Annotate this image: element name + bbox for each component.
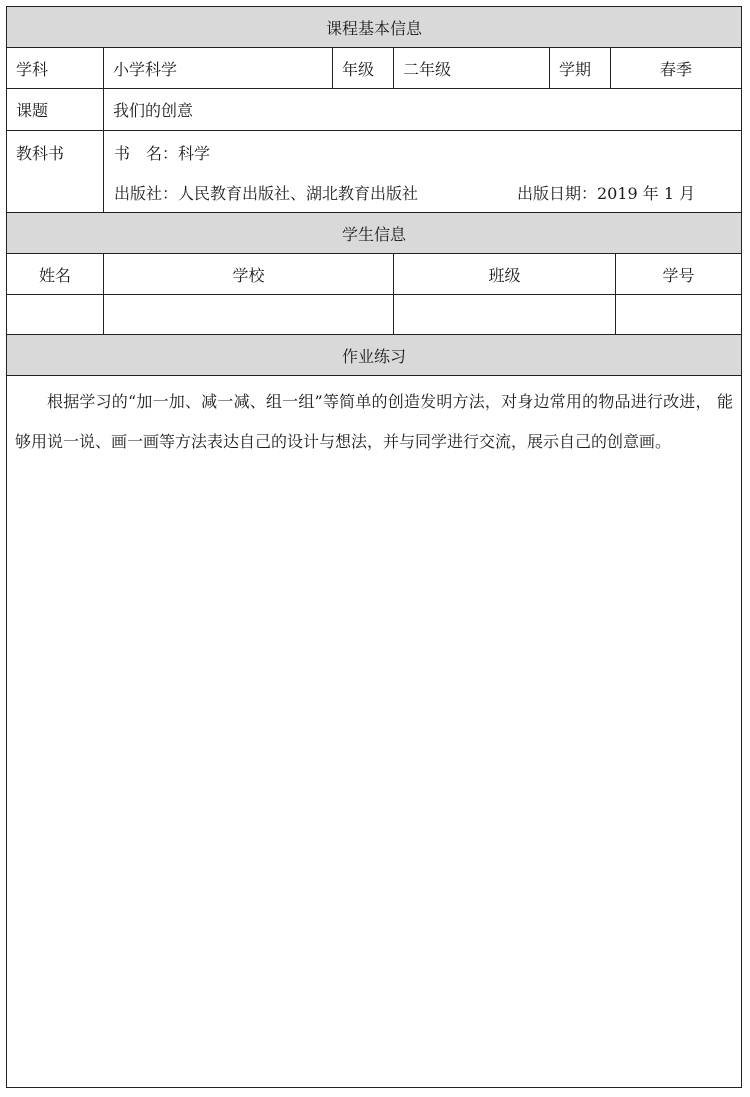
textbook-name: 书 名：科学	[114, 144, 211, 163]
exercise-title: 作业练习	[341, 346, 406, 366]
column-school: 学校	[103, 254, 393, 294]
exercise-header	[7, 335, 741, 376]
name-field[interactable]	[7, 295, 103, 334]
column-student-id: 学号	[615, 254, 741, 294]
course-info-title: 课程基本信息	[325, 18, 422, 38]
topic-value: 我们的创意	[103, 89, 741, 130]
course-info-header	[7, 7, 741, 48]
student-entry-row	[7, 295, 741, 335]
textbook-publisher: 出版社：人民教育出版社、湖北教育出版社	[114, 184, 419, 203]
student-info-header	[7, 213, 741, 254]
worksheet-table	[6, 6, 742, 1088]
term-value: 春季	[610, 48, 741, 88]
topic-row	[7, 89, 741, 131]
student-id-field[interactable]	[615, 295, 741, 334]
student-columns-row	[7, 254, 741, 295]
class-field[interactable]	[393, 295, 615, 334]
grade-value: 二年级	[393, 48, 549, 88]
school-field[interactable]	[103, 295, 393, 334]
column-class: 班级	[393, 254, 615, 294]
grade-label: 年级	[332, 48, 393, 88]
textbook-label: 教科书	[16, 144, 65, 163]
column-name: 姓名	[38, 265, 71, 285]
subject-row	[7, 48, 741, 89]
topic-label: 课题	[16, 101, 49, 120]
subject-label: 学科	[16, 59, 49, 79]
textbook-details	[103, 131, 741, 212]
student-info-title: 学生信息	[341, 224, 406, 244]
term-label: 学期	[549, 48, 610, 88]
textbook-publish-date: 出版日期：2019 年 1 月	[517, 184, 696, 203]
subject-value: 小学科学	[103, 48, 332, 88]
exercise-text: 根据学习的“加一加、减一减、组一组”等简单的创造发明方法，对身边常用的物品进行改进， 能够用说一说、画一画等方法表达自己的设计与想法，并与同学进行交流，展示自己的创意画。	[15, 392, 733, 451]
textbook-row	[7, 131, 741, 213]
